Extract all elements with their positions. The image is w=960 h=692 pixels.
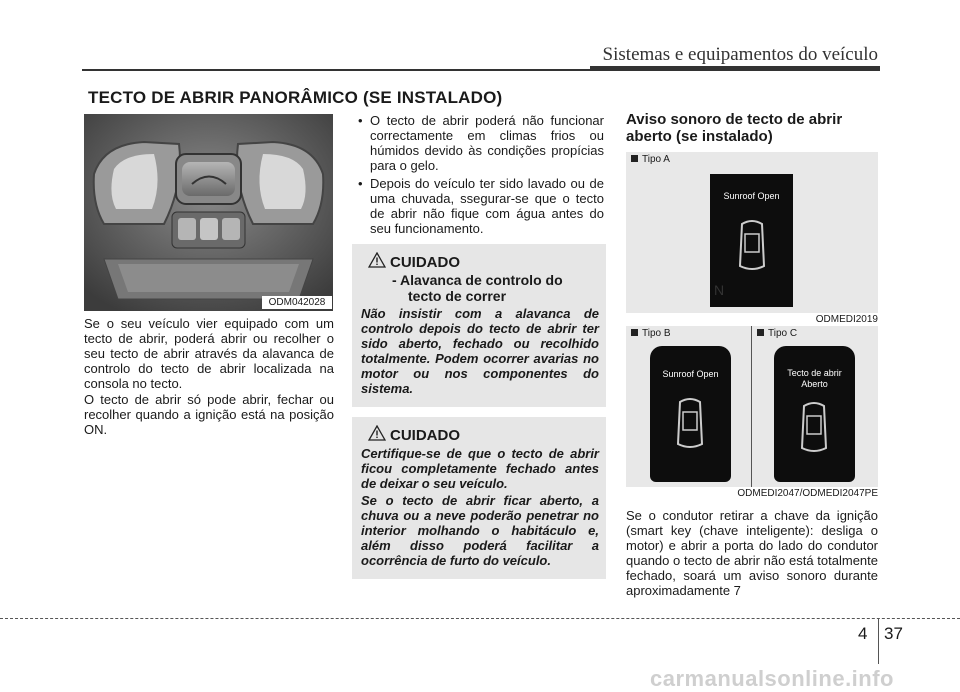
caution-box (352, 417, 606, 579)
figure-type-a (626, 152, 878, 313)
section-subheading: Aviso sonoro de tecto de abrir aberto (se instalado) (626, 111, 843, 145)
caution-title: CUIDADO (390, 254, 460, 271)
caution-box (352, 244, 606, 407)
list-item: • O tecto de abrir poderá não funcionar correctamente em climas frios ou húmidos devido às condições propícias para o gelo. (357, 113, 604, 173)
display-message: Sunroof Open (723, 191, 780, 201)
car-top-view-icon (734, 218, 770, 274)
caution-text: Certifique-se de que o tecto de abrir ficou completamente fechado antes de deixar o seu veículo. (361, 446, 599, 491)
caution-subtitle-cont: tecto de correr (408, 288, 507, 304)
page-number: 37 (884, 624, 903, 643)
chapter-number: 4 (858, 624, 868, 643)
cluster-display (650, 346, 731, 482)
overhead-console-photo (84, 114, 333, 311)
section-header: Sistemas e equipamentos do veículo (602, 44, 878, 65)
caution-text: Não insistir com a alavanca de controlo depois do tecto de abrir ter sido aberto, fechado ou recolhido totalmente. Podem ocorrer avarias no motor ou nos componentes do sistema. (361, 306, 599, 396)
square-bullet-icon (631, 155, 638, 162)
header-rule-accent (590, 66, 880, 71)
figure-caption: ODMEDI2047/ODMEDI2047PE (737, 488, 878, 499)
ignition-paragraph: O tecto de abrir só pode abrir, fechar ou recolher quando a ignição está na posição ON. (84, 392, 334, 437)
figure-label: Tipo A (631, 154, 670, 165)
figure-caption: ODMEDI2019 (815, 314, 878, 325)
footer-rule (0, 618, 960, 619)
warning-icon (368, 425, 386, 441)
display-message: Tecto de abrir (787, 368, 842, 378)
overhead-console-illustration (84, 114, 333, 311)
watermark: carmanualsonline.info (650, 666, 894, 691)
figure-divider (751, 326, 752, 487)
list-item: • Depois do veículo ter sido lavado ou de uma chuvada, ssegurar-se que o tecto de abrir não fique com água antes do seu funcionamento. (357, 176, 604, 236)
figure-label: Tipo C (757, 328, 797, 339)
square-bullet-icon (757, 329, 764, 336)
caution-text: Se o tecto de abrir ficar aberto, a chuva ou a neve poderão penetrar no interior molhando o habitáculo e, além disso poderá facilitar a ocorrência de furto do veículo. (361, 493, 599, 568)
warning-chime-paragraph: Se o condutor retirar a chave da ignição (smart key (chave inteligente): desliga o motor) e abrir a porta do lado do condutor quando o tecto de abrir não está totalmente fechado, soará um aviso sonoro durante aproximadamente 7 (626, 508, 878, 598)
photo-caption: ODM042028 (262, 296, 332, 309)
display-footer-decoration: N (714, 282, 725, 298)
car-top-view-icon (796, 400, 832, 456)
display-message-cont: Aberto (801, 379, 828, 389)
notes-list (357, 113, 604, 239)
page-title: TECTO DE ABRIR PANORÂMICO (SE INSTALADO) (88, 88, 503, 107)
display-message: Sunroof Open (662, 369, 719, 379)
warning-icon (368, 252, 386, 268)
intro-paragraph: Se o seu veículo vier equipado com um tecto de abrir, poderá abrir ou recolher o seu tecto de abrir através da alavanca de controlo do tecto de abrir localizada na consola no tecto. (84, 316, 334, 391)
caution-subtitle: - Alavanca de controlo do (392, 272, 563, 288)
cluster-display (710, 174, 793, 307)
figure-label: Tipo B (631, 328, 671, 339)
page-number-divider (878, 618, 879, 664)
figure-type-b-c (626, 326, 878, 487)
caution-title: CUIDADO (390, 427, 460, 444)
square-bullet-icon (631, 329, 638, 336)
cluster-display (774, 346, 855, 482)
car-top-view-icon (672, 396, 708, 452)
